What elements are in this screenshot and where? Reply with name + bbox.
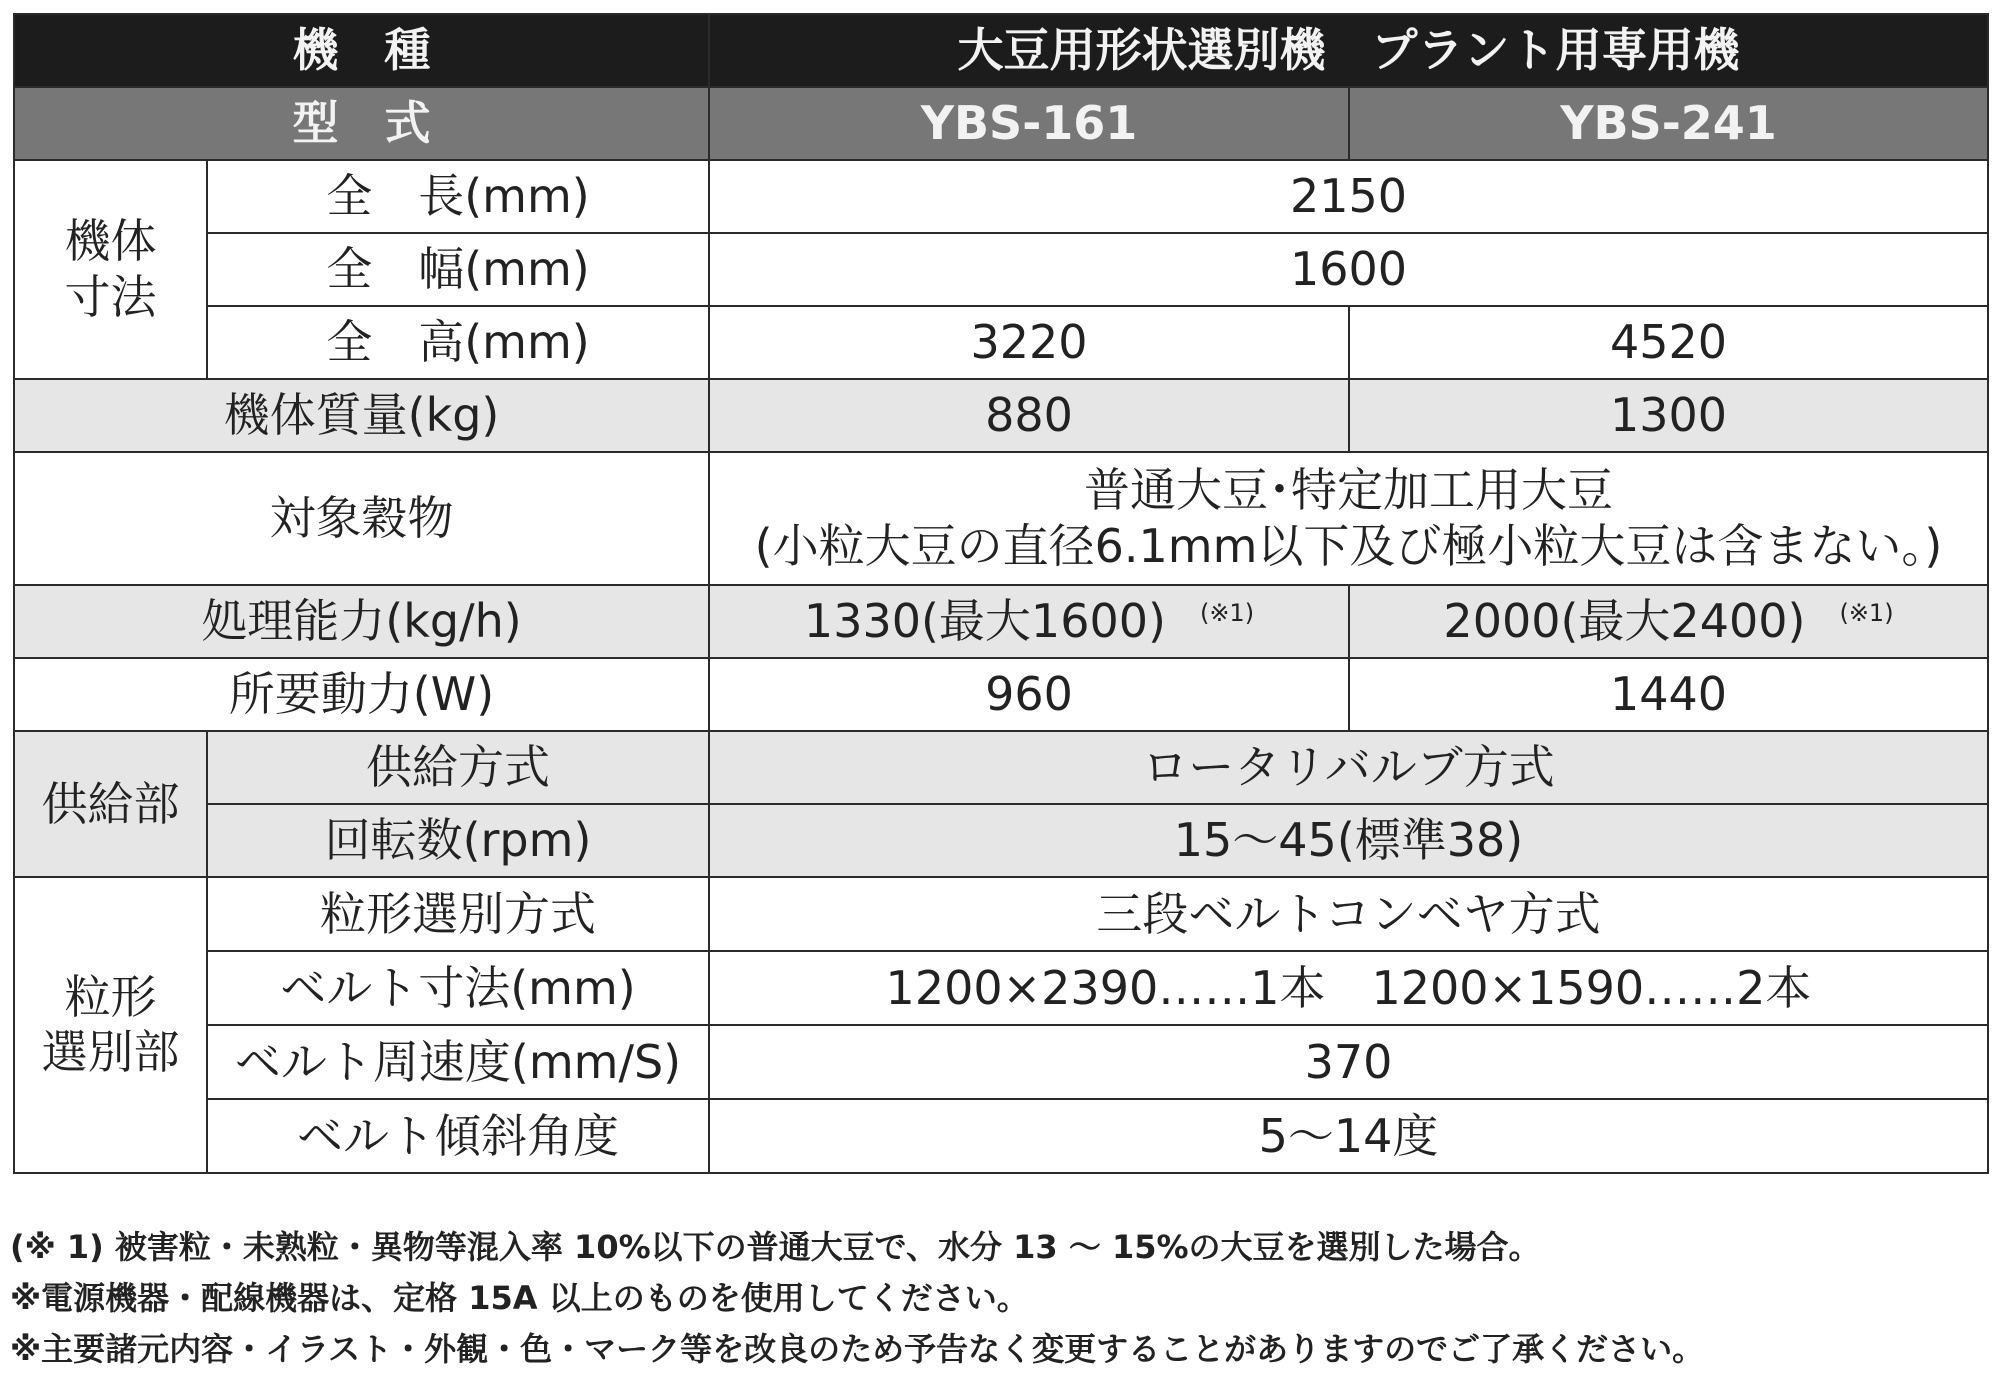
belt-speed-value: 370: [709, 1025, 1988, 1099]
footnote-1: (※ 1) 被害粒・未熟粒・異物等混入率 10%以下の普通大豆で、水分 13 〜 15%の大豆を選別した場合。: [10, 1228, 1541, 1266]
capacity-row: [14, 585, 1988, 658]
spec-table: [13, 13, 1989, 1174]
capacity-value-text: 2000(最大2400): [1443, 594, 1806, 649]
footnote-3: ※主要諸元内容・イラスト・外観・色・マーク等を改良のため予告なく変更することがありますのでご了承ください。: [10, 1330, 1705, 1368]
model-ybs-161: YBS-161: [709, 87, 1349, 160]
supply-method-label: 供給方式: [207, 731, 709, 804]
width-label: 全 幅(mm): [207, 233, 709, 306]
sorting-group-line1: 粒形: [64, 969, 157, 1024]
sorting-method-row: [14, 877, 1988, 951]
capacity-value-text: 1330(最大1600): [803, 594, 1166, 649]
belt-speed-label: ベルト周速度(mm/S): [207, 1025, 709, 1099]
length-value: 2150: [709, 160, 1988, 233]
machine-type-label: 機 種: [14, 14, 709, 87]
supply-method-value: ロータリバルブ方式: [709, 731, 1988, 804]
target-grain-line1: 普通大豆･特定加工用大豆: [1083, 463, 1613, 518]
power-row: [14, 658, 1988, 731]
machine-type-value: 大豆用形状選別機 プラント用専用機: [709, 14, 1988, 87]
sorting-method-label: 粒形選別方式: [207, 877, 709, 951]
rpm-label: 回転数(rpm): [207, 804, 709, 877]
capacity-value-ybs-241: [1349, 585, 1988, 658]
footnotes: [10, 1222, 1990, 1375]
height-row: [14, 306, 1988, 379]
sorting-method-value: 三段ベルトコンベヤ方式: [709, 877, 1988, 951]
target-grain-label: 対象穀物: [14, 452, 709, 585]
capacity-label: 処理能力(kg/h): [14, 585, 709, 658]
model-ybs-241: YBS-241: [1349, 87, 1988, 160]
target-grain-row: [14, 452, 1988, 585]
length-label: 全 長(mm): [207, 160, 709, 233]
footnote-2: ※電源機器・配線機器は、定格 15A 以上のものを使用してください。: [10, 1279, 1029, 1317]
weight-row: [14, 379, 1988, 452]
rpm-row: [14, 804, 1988, 877]
model-row: [14, 87, 1988, 160]
machine-type-row: [14, 14, 1988, 87]
model-label: 型 式: [14, 87, 709, 160]
target-grain-value: [709, 452, 1988, 585]
width-value: 1600: [709, 233, 1988, 306]
height-label: 全 高(mm): [207, 306, 709, 379]
dimensions-group-line2: 寸法: [64, 269, 157, 324]
belt-angle-label: ベルト傾斜角度: [207, 1099, 709, 1173]
power-label: 所要動力(W): [14, 658, 709, 731]
belt-speed-row: [14, 1025, 1988, 1099]
dimensions-group-label: [14, 160, 207, 379]
target-grain-line2: (小粒大豆の直径6.1mm以下及び極小粒大豆は含まない。): [754, 518, 1943, 573]
weight-label: 機体質量(kg): [14, 379, 709, 452]
capacity-value-ybs-161: [709, 585, 1349, 658]
width-row: [14, 233, 1988, 306]
belt-size-label: ベルト寸法(mm): [207, 951, 709, 1025]
footnote-mark: (※1): [1839, 599, 1894, 628]
supply-method-row: [14, 731, 1988, 804]
length-row: [14, 160, 1988, 233]
belt-angle-row: [14, 1099, 1988, 1173]
rpm-value: 15〜45(標準38): [709, 804, 1988, 877]
belt-size-row: [14, 951, 1988, 1025]
height-value-ybs-161: 3220: [709, 306, 1349, 379]
sorting-group-label: [14, 877, 207, 1173]
belt-angle-value: 5〜14度: [709, 1099, 1988, 1173]
footnote-mark: (※1): [1199, 599, 1255, 628]
power-value-ybs-161: 960: [709, 658, 1349, 731]
weight-value-ybs-161: 880: [709, 379, 1349, 452]
supply-group-label: 供給部: [14, 731, 207, 877]
height-value-ybs-241: 4520: [1349, 306, 1988, 379]
belt-size-value: 1200×2390……1本 1200×1590……2本: [709, 951, 1988, 1025]
sorting-group-line2: 選別部: [41, 1025, 180, 1079]
power-value-ybs-241: 1440: [1349, 658, 1988, 731]
dimensions-group-line1: 機体: [64, 214, 157, 269]
weight-value-ybs-241: 1300: [1349, 379, 1988, 452]
